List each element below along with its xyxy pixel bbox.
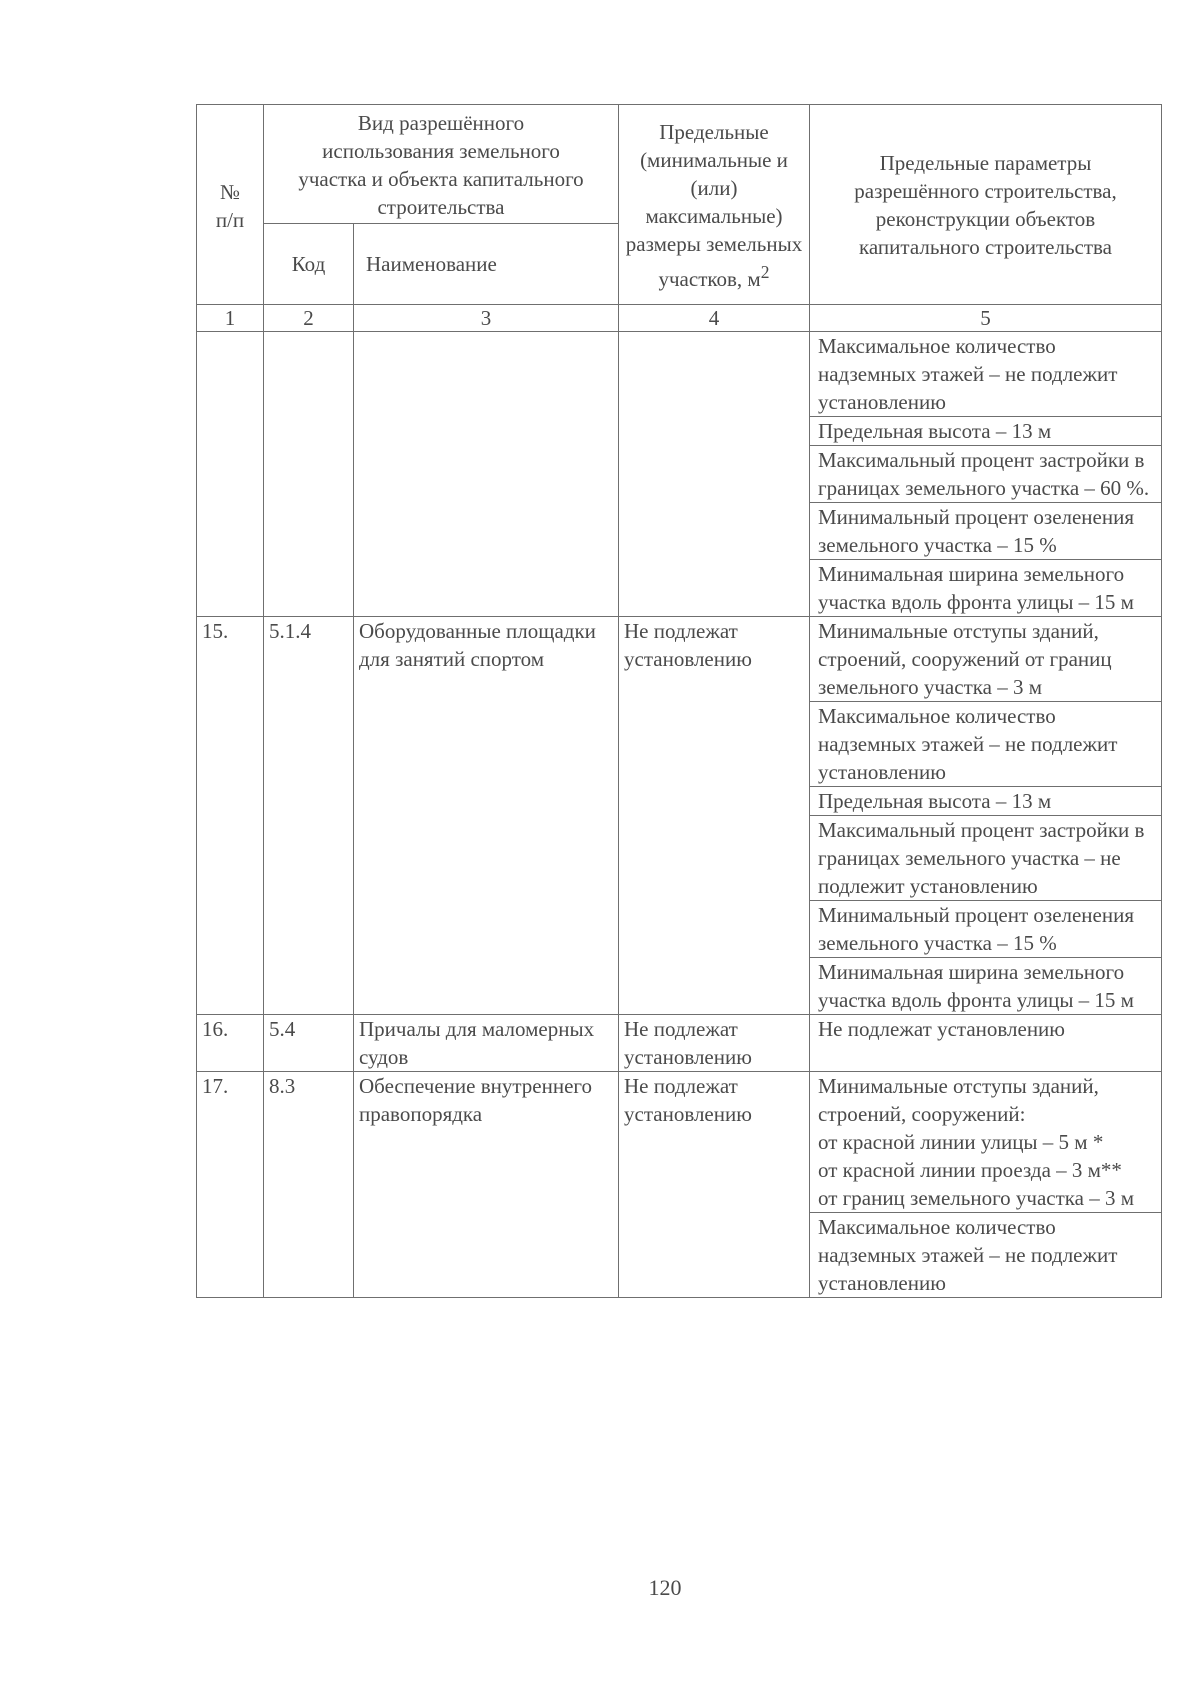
header-kod: Код: [264, 224, 354, 305]
row-size: Не подлежат установлению: [619, 1072, 810, 1298]
table-row: [197, 1015, 1162, 1072]
param-cell: Предельная высота – 13 м: [810, 417, 1162, 446]
param-cell: Минимальные отступы зданий, строений, сооружений: от красной линии улицы – 5 м * от красной линии проезда – 3 м** от границ земельного участка – 3 м: [810, 1072, 1162, 1213]
param-cell: Минимальный процент озеленения земельного участка – 15 %: [810, 901, 1162, 958]
header-naim: Наименование: [354, 224, 619, 305]
table-row: [197, 617, 1162, 702]
regulations-table: [196, 104, 1162, 1298]
row-name: Обеспечение внутреннего правопорядка: [354, 1072, 619, 1298]
param-cell: Максимальное количество надземных этажей – не подлежит установлению: [810, 702, 1162, 787]
page-number: 120: [648, 1575, 682, 1600]
row-name: Причалы для маломерных судов: [354, 1015, 619, 1072]
param-cell: Максимальное количество надземных этажей – не подлежит установлению: [810, 1213, 1162, 1298]
column-number: 3: [354, 305, 619, 332]
column-number: 1: [197, 305, 264, 332]
param-cell: Максимальный процент застройки в границах земельного участка – не подлежит установлению: [810, 816, 1162, 901]
column-number: 5: [810, 305, 1162, 332]
table-row-continued: [197, 332, 1162, 417]
column-number: 2: [264, 305, 354, 332]
header-num: № п/п: [197, 105, 264, 305]
param-cell: Максимальный процент застройки в границах земельного участка – 60 %.: [810, 446, 1162, 503]
row-kod: 5.4: [264, 1015, 354, 1072]
column-number-row: [197, 305, 1162, 332]
param-cell: Минимальный процент озеленения земельного участка – 15 %: [810, 503, 1162, 560]
param-cell: Минимальная ширина земельного участка вдоль фронта улицы – 15 м: [810, 958, 1162, 1015]
row-kod: 5.1.4: [264, 617, 354, 1015]
row-num: 16.: [197, 1015, 264, 1072]
row-kod: 8.3: [264, 1072, 354, 1298]
header-vid: Вид разрешённого использования земельного участка и объекта капитального строительства: [264, 105, 619, 224]
row-num: 15.: [197, 617, 264, 1015]
row-num: 17.: [197, 1072, 264, 1298]
param-cell: Минимальные отступы зданий, строений, сооружений от границ земельного участка – 3 м: [810, 617, 1162, 702]
row-size: Не подлежат установлению: [619, 1015, 810, 1072]
param-cell: Предельная высота – 13 м: [810, 787, 1162, 816]
row-size: Не подлежат установлению: [619, 617, 810, 1015]
param-cell: Не подлежат установлению: [810, 1015, 1162, 1072]
header-razmery: Предельные (минимальные и (или) максимальные) размеры земельных участков, $м^2$: [619, 105, 810, 305]
column-number: 4: [619, 305, 810, 332]
param-cell: Максимальное количество надземных этажей – не подлежит установлению: [810, 332, 1162, 417]
header-params: Предельные параметры разрешённого строительства, реконструкции объектов капитального строительства: [810, 105, 1162, 305]
param-cell: Минимальная ширина земельного участка вдоль фронта улицы – 15 м: [810, 560, 1162, 617]
table-row: [197, 1072, 1162, 1213]
row-name: Оборудованные площадки для занятий спортом: [354, 617, 619, 1015]
